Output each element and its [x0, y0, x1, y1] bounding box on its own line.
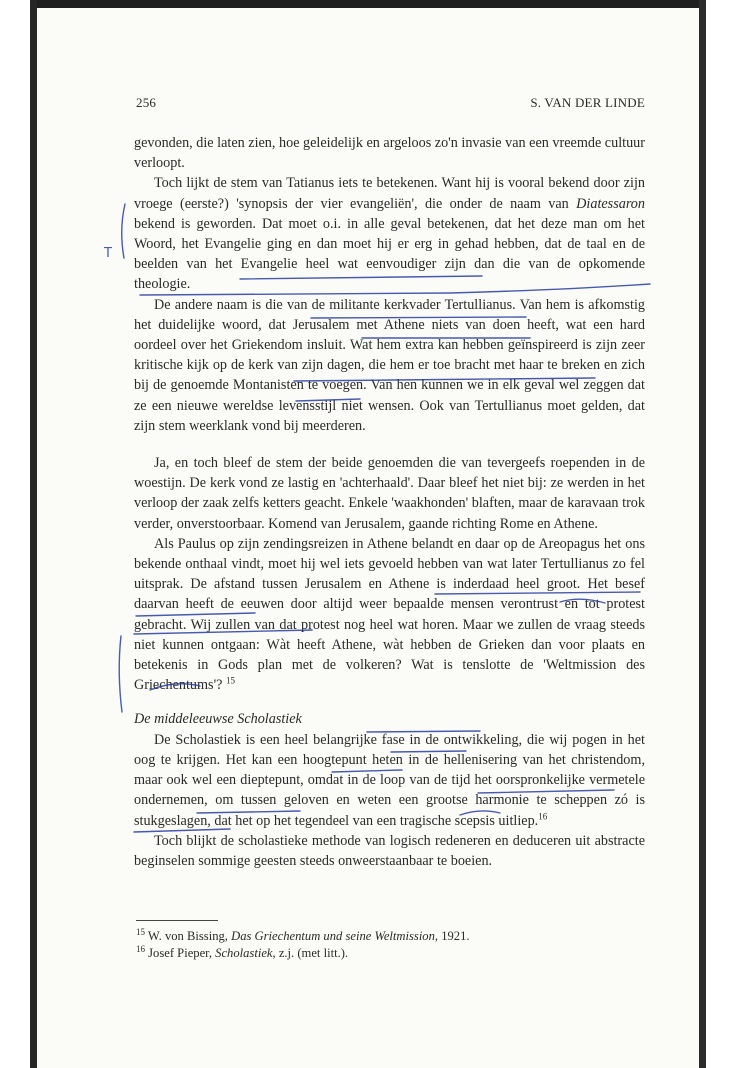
paragraph-7: Toch blijkt de scholastieke methode van logisch redeneren en deduceren uit abstracte beginselen sommige geesten steeds onweerstaanbaar te boeien.	[134, 832, 645, 869]
footnote-15: $^{15}$ W. von Bissing, Das Griechentum und seine Weltmission, 1921.	[136, 926, 470, 943]
scan-border-top	[30, 0, 706, 8]
running-title: S. VAN DER LINDE	[530, 95, 645, 110]
footnote-16: $^{16}$ Josef Pieper, Scholastiek, z.j. (met litt.).	[136, 943, 349, 960]
paragraph-3: De andere naam is die van de militante kerkvader Tertullianus. Van hem is afkomstig het duidelijke woord, dat Jerusalem met Athene niets van doen heeft, wat een hard oordeel over het Griekendom insluit. Wat hem extra kan hebben geïnspireerd is zijn zeer kritische kijk op de kerk van zijn dagen, die hem er toe bracht met haar te breken en zich bij de genoemde Montanisten te voegen. Van hen kunnen we in elk geval wel zeggen dat ze een nieuwe wereldse levensstijl niet wensen. Ook van Tertullianus moet gelden, dat zijn stem weerklank vond bij meerderen.	[134, 296, 645, 434]
footnote-rule	[136, 920, 218, 921]
paragraph-1: gevonden, die laten zien, hoe geleidelijk en argeloos zo'n invasie van een vreemde cultuur verloopt.	[134, 135, 645, 172]
margin-mark-t: T	[104, 246, 112, 261]
paragraph-4: Ja, en toch bleef de stem der beide genoemden die van tevergeefs roependen in de woestijn. De kerk vond ze lastig en 'achterhaald'. Daar bleef het niet bij: ze werden in het verloop der zaak zelfs ketters geacht. Enkele 'waakhonden' blaften, maar de karavaan trok verder, onverstoorbaar. Komend van Jerusalem, gaande richting Rome en Athene.	[134, 455, 645, 532]
footnote-ref-15: 15	[225, 675, 235, 686]
paragraph-6: De Scholastiek is een heel belangrijke fase in de ontwikkeling, die wij pogen in het oog te krijgen. Het kan een hoogtepunt heten in de hellenisering van het christendom, maar ook wel een dieptepunt, omdat in de loop van de tijd het oorspronkelijke vermetele ondernemen, om tussen geloven en weten een grootse harmonie te scheppen zó is stukgeslagen, dat het op het tegendeel van een tragische scepsis uitliep.$^{16}$	[134, 731, 645, 829]
paragraph-2: Toch lijkt de stem van Tatianus iets te betekenen. Want hij is vooral bekend door zijn vroege (eerste?) 'synopsis der vier evangeliën', die onder de naam van Diatessaron bekend is geworden. Dat moet o.i. in alle geval betekenen, dat het deze man om het Woord, het Evangelie ging en dan moet hij er erg in gehad hebben, dat de taal en de beelden van het Evangelie heel wat eenvoudiger zijn dan die van de opkomende theologie.	[134, 175, 645, 293]
page-number: 256	[136, 95, 157, 110]
section-heading: De middeleeuwse Scholastiek	[134, 711, 302, 728]
scan-border-right	[699, 0, 706, 1068]
footnote-ref-16: 16	[538, 810, 548, 821]
paragraph-5: Als Paulus op zijn zendingsreizen in Athene belandt en daar op de Areopagus het ons bekende onthaal vindt, moet hij wel iets gevoeld hebben van wat later Tertullianus zo fel uitsprak. De afstand tussen Jerusalem en Athene is inderdaad heel groot. Het besef daarvan heeft de eeuwen door altijd weer bepaalde mensen verontrust en tot protest gebracht. Wij zullen van dat protest nog heel wat horen. Maar we zullen de vraag steeds niet kunnen ontgaan: Wàt heeft Athene, wàt hebben de Grieken dan voor plaats en betekenis in Gods plan met de volkeren? Wat is tenslotte de 'Weltmission des Griechentums'? $^{15}$	[134, 535, 645, 694]
scan-border-left	[30, 0, 37, 1068]
running-header	[136, 95, 645, 111]
body-text	[134, 133, 645, 871]
footnotes	[136, 928, 645, 962]
diatessaron-title: Diatessaron	[576, 195, 645, 212]
